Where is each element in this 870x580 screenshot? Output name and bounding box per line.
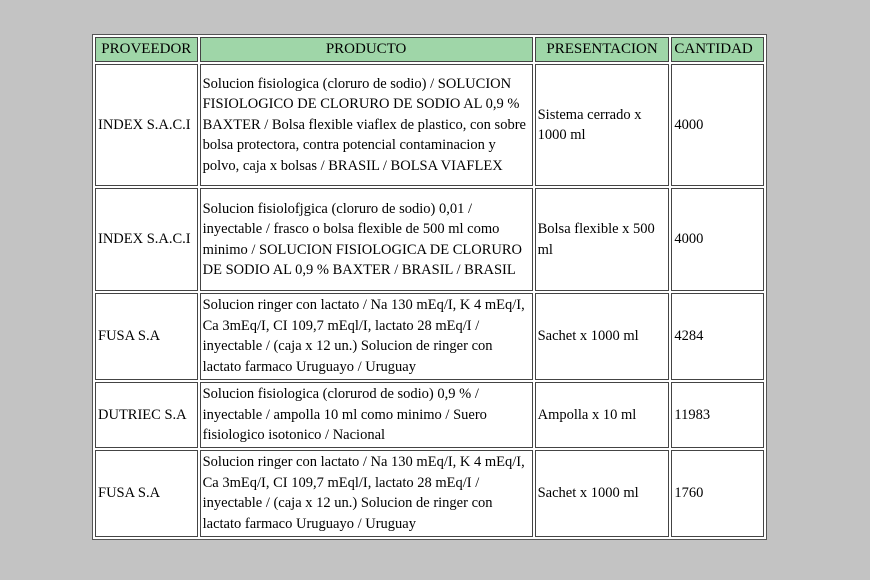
header-cantidad: CANTIDAD [671,37,764,62]
cell-presentacion: Sistema cerrado x 1000 ml [535,64,670,186]
header-row [95,37,764,62]
cell-producto: Solucion ringer con lactato / Na 130 mEq/I, K 4 mEq/I, Ca 3mEq/I, CI 109,7 mEql/I, lactato 28 mEq/I / inyectable / (caja x 12 un.) Solucion de ringer con lactato farmaco Uruguayo / Uruguay [200,450,533,537]
cell-cantidad: 4284 [671,293,764,380]
cell-producto: Solucion fisiologica (cloruro de sodio) / SOLUCION FISIOLOGICO DE CLORURO DE SODIO AL 0,9 % BAXTER / Bolsa flexible viaflex de plastico, con sobre bolsa protectora, contra potencial contaminacion y polvo, caja x bolsas / BRASIL / BOLSA VIAFLEX [200,64,533,186]
cell-proveedor: FUSA S.A [95,450,198,537]
cell-presentacion: Ampolla x 10 ml [535,382,670,448]
header-presentacion: PRESENTACION [535,37,670,62]
cell-presentacion: Sachet x 1000 ml [535,293,670,380]
cell-cantidad: 1760 [671,450,764,537]
table-row [95,293,764,380]
cell-presentacion: Sachet x 1000 ml [535,450,670,537]
cell-cantidad: 11983 [671,382,764,448]
document-sheet [92,34,767,540]
cell-proveedor: INDEX S.A.C.I [95,64,198,186]
cell-cantidad: 4000 [671,64,764,186]
table-row [95,382,764,448]
cell-presentacion: Bolsa flexible x 500 ml [535,188,670,290]
cell-proveedor: DUTRIEC S.A [95,382,198,448]
table-row [95,64,764,186]
supply-table [92,34,767,540]
cell-producto: Solucion fisiolofjgica (cloruro de sodio) 0,01 / inyectable / frasco o bolsa flexible de 500 ml como minimo / SOLUCION FISIOLOGICA DE CLORURO DE SODIO AL 0,9 % BAXTER / BRASIL / BRASIL [200,188,533,290]
cell-producto: Solucion ringer con lactato / Na 130 mEq/I, K 4 mEq/I, Ca 3mEq/I, CI 109,7 mEql/I, lactato 28 mEq/I / inyectable / (caja x 12 un.) Solucion de ringer con lactato farmaco Uruguayo / Uruguay [200,293,533,380]
header-producto: PRODUCTO [200,37,533,62]
table-row [95,450,764,537]
cell-proveedor: FUSA S.A [95,293,198,380]
cell-cantidad: 4000 [671,188,764,290]
table-row [95,188,764,290]
cell-proveedor: INDEX S.A.C.I [95,188,198,290]
cell-producto: Solucion fisiologica (clorurod de sodio) 0,9 % / inyectable / ampolla 10 ml como minimo / Suero fisiologico isotonico / Nacional [200,382,533,448]
header-proveedor: PROVEEDOR [95,37,198,62]
